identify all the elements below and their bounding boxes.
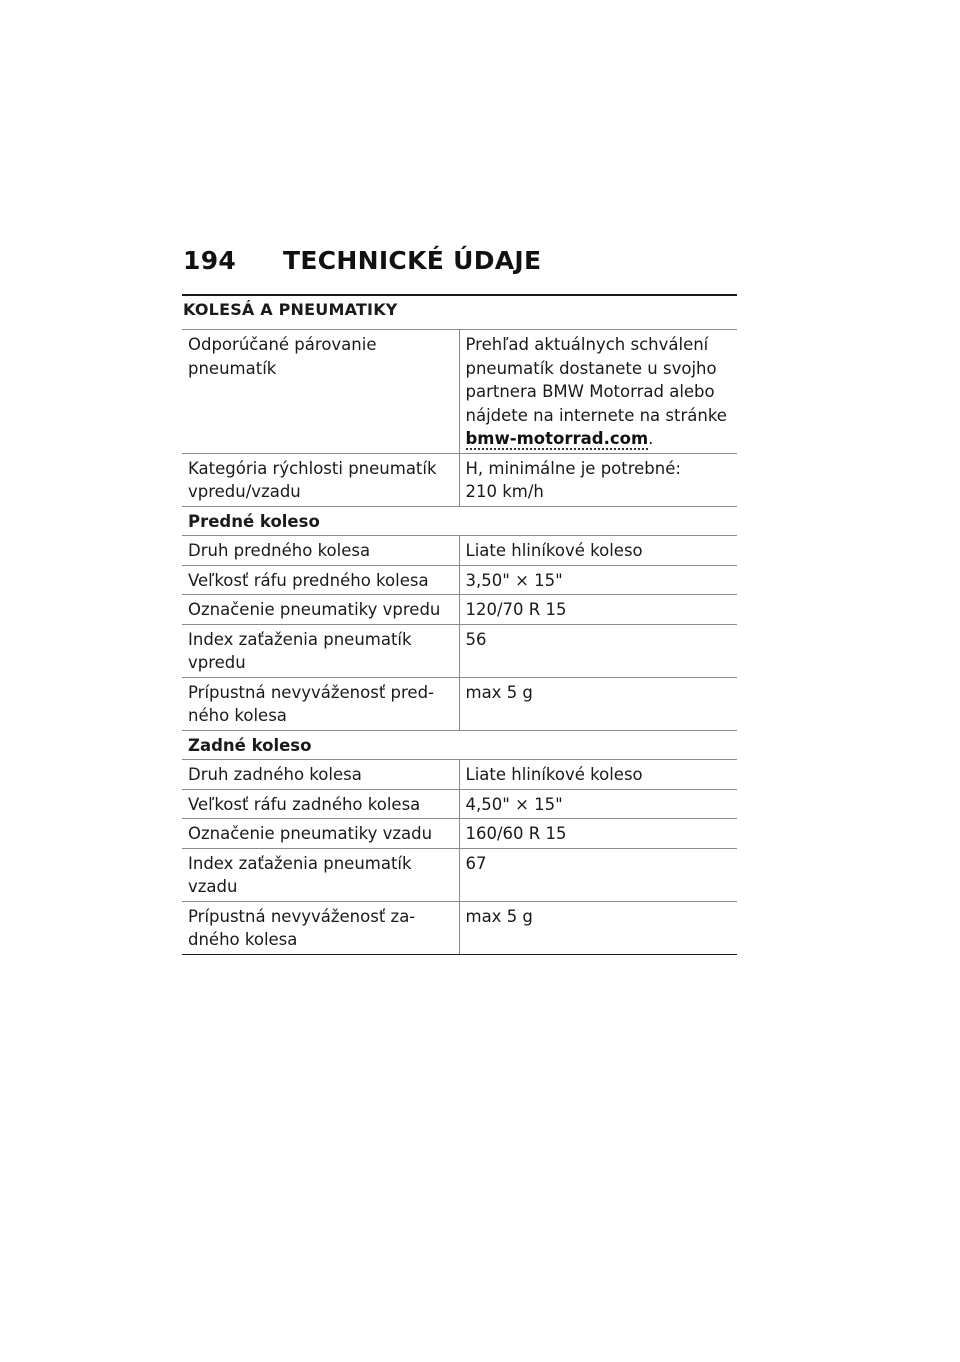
spec-label-line: vzadu (188, 877, 238, 896)
bmw-motorrad-link[interactable]: bmw-motorrad.com (465, 429, 649, 448)
spec-label: Veľkosť ráfu zadného kolesa (182, 789, 459, 819)
spec-label-line: Kategória rýchlosti pneumatík (188, 458, 437, 478)
spec-value: 120/70 R 15 (459, 595, 737, 625)
spec-label (182, 453, 459, 506)
spec-value-line: partnera BMW Motorrad alebo (465, 382, 715, 401)
spec-value: Liate hliníkové koleso (459, 760, 737, 790)
spec-table (182, 330, 737, 955)
spec-value: max 5 g (459, 901, 737, 954)
table-row (182, 901, 737, 954)
spec-label (182, 624, 459, 677)
wheels-tyres-section (182, 294, 737, 955)
spec-value-line: H, minimálne je potrebné: (465, 458, 681, 478)
spec-value: max 5 g (459, 677, 737, 730)
group-row-rear (182, 730, 737, 760)
spec-value-line: nájdete na internete na stránke (465, 405, 727, 425)
spec-label (182, 901, 459, 954)
table-row (182, 677, 737, 730)
spec-label-line: Odporúčané párovanie (188, 335, 377, 354)
chapter-title: TECHNICKÉ ÚDAJE (283, 246, 542, 275)
group-row-front (182, 506, 737, 536)
spec-value: Liate hliníkové koleso (459, 536, 737, 566)
group-heading: Predné koleso (182, 506, 737, 536)
table-row (182, 595, 737, 625)
table-row (182, 453, 737, 506)
spec-value: 4,50" × 15" (459, 789, 737, 819)
spec-label-line: dného kolesa (188, 930, 298, 949)
spec-label-line: pneumatík (188, 358, 277, 378)
spec-label-line: Index zaťaženia pneumatík (188, 853, 412, 873)
spec-value-line: pneumatík dostanete u svojho (465, 358, 717, 378)
spec-label: Označenie pneumatiky vzadu (182, 819, 459, 849)
spec-label-line: vpredu (188, 653, 246, 672)
table-row (182, 848, 737, 901)
spec-value-line (466, 427, 732, 451)
spec-label-line: ného kolesa (188, 706, 287, 725)
spec-value: 160/60 R 15 (459, 819, 737, 849)
page-number: 194 (183, 246, 237, 275)
spec-label: Druh zadného kolesa (182, 760, 459, 790)
spec-value-line: Prehľad aktuálnych schválení (465, 335, 709, 354)
page-header (183, 246, 737, 278)
table-row (182, 789, 737, 819)
spec-label-line: Prípustná nevyváženosť pred- (188, 682, 435, 702)
link-suffix: . (648, 429, 654, 448)
spec-label-line: vpredu/vzadu (188, 482, 301, 501)
group-heading: Zadné koleso (182, 730, 737, 760)
section-title: KOLESÁ A PNEUMATIKY (182, 296, 737, 330)
spec-label-line: Prípustná nevyváženosť za- (188, 906, 416, 926)
table-row (182, 330, 737, 453)
spec-value: 67 (459, 848, 737, 901)
spec-label-line: Index zaťaženia pneumatík (188, 629, 412, 649)
spec-label (182, 677, 459, 730)
spec-value: 56 (459, 624, 737, 677)
table-row (182, 624, 737, 677)
spec-label: Veľkosť ráfu predného kolesa (182, 565, 459, 595)
table-row (182, 565, 737, 595)
spec-value: 3,50" × 15" (459, 565, 737, 595)
table-row (182, 819, 737, 849)
table-row (182, 760, 737, 790)
spec-label (182, 330, 459, 453)
spec-value (459, 330, 737, 453)
spec-label: Druh predného kolesa (182, 536, 459, 566)
spec-value (459, 453, 737, 506)
spec-value-line: 210 km/h (465, 482, 544, 501)
spec-label (182, 848, 459, 901)
table-row (182, 536, 737, 566)
spec-label: Označenie pneumatiky vpredu (182, 595, 459, 625)
